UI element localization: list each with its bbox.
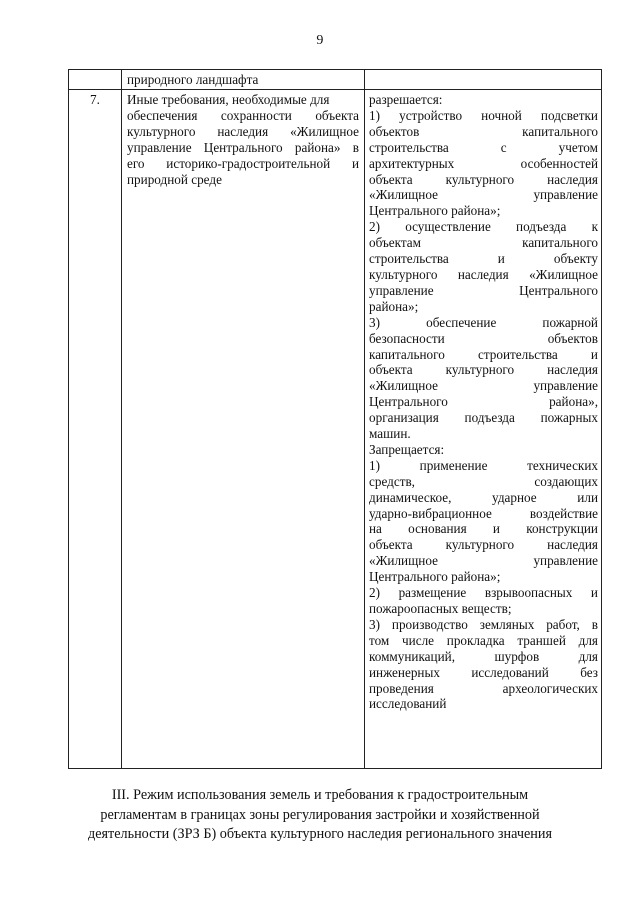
right-cell-line: том числе прокладка траншей для (369, 632, 598, 648)
right-cell-line: 3) производство земляных работ, в (369, 616, 598, 632)
row-number: 7. (90, 92, 100, 107)
right-cell-line: «Жилищное управление (369, 378, 598, 394)
top-row-left-cell (127, 72, 359, 88)
requirement-name-cell (127, 92, 359, 187)
left-cell-line: Иные требования, необходимые для (127, 92, 330, 107)
right-cell-line: Запрещается: (369, 441, 445, 457)
right-cell-line: объекта культурного наследия (369, 362, 598, 378)
right-cell-line: «Жилищное управление (369, 187, 598, 203)
right-cell-line: пожароопасных веществ; (369, 601, 512, 616)
right-cell-line: Центрального района»; (369, 203, 501, 219)
right-cell-line: разрешается: (369, 92, 443, 107)
right-cell-line: «Жилищное управление (369, 553, 598, 569)
column-divider-2 (364, 70, 365, 768)
right-cell-line: Центрального района», (369, 394, 598, 410)
right-cell-line: инженерных исследований без (369, 664, 598, 680)
requirements-table (68, 69, 602, 769)
right-cell-line: архитектурных особенностей (369, 155, 598, 171)
row-divider (69, 89, 601, 90)
section-heading-line: регламентам в границах зоны регулирования застройки и хозяйственной (100, 806, 540, 823)
right-cell-line: капитального строительства и (369, 346, 598, 362)
right-cell-line: культурного наследия «Жилищное (369, 266, 598, 282)
page-number: 9 (316, 33, 324, 48)
section-heading (70, 786, 570, 845)
left-cell-line: его историко-градостроительной и (127, 155, 359, 171)
right-cell-line: строительства и объекту (369, 251, 598, 267)
right-cell-line: 2) размещение взрывоопасных и (369, 585, 598, 601)
right-cell-line: на основания и конструкции (369, 521, 598, 537)
right-cell-line: ударно-вибрационное воздействие (369, 505, 598, 521)
left-cell-line: природной среде (127, 171, 222, 187)
right-cell-line: средств, создающих (369, 473, 598, 489)
left-cell-line: культурного наследия «Жилищное (127, 123, 359, 139)
right-cell-line: объекта культурного наследия (369, 171, 598, 187)
right-cell-line: организация подъезда пожарных (369, 410, 598, 426)
requirement-details-cell (369, 92, 598, 712)
right-cell-line: 1) применение технических (369, 457, 598, 473)
right-cell-line: коммуникаций, шурфов для (369, 648, 598, 664)
right-cell-line: Центрального района»; (369, 569, 501, 585)
right-cell-line: исследований (369, 696, 447, 712)
right-cell-line: динамическое, ударное или (369, 489, 598, 505)
left-cell-line: управление Центрального района» в (127, 139, 359, 155)
right-cell-line: проведения археологических (369, 680, 598, 696)
right-cell-line: машин. (369, 426, 411, 442)
column-divider-1 (121, 70, 122, 768)
right-cell-line: 2) осуществление подъезда к (369, 219, 598, 235)
section-heading-line: III. Режим использования земель и требования к градостроительным (111, 787, 529, 803)
right-cell-line: 3) обеспечение пожарной (369, 314, 598, 330)
section-heading-line: деятельности (ЗРЗ Б) объекта культурного наследия регионального значения (88, 826, 552, 842)
top-row-left-text: природного ландшафта (127, 72, 259, 87)
right-cell-line: управление Центрального (369, 282, 598, 298)
right-cell-line: объекта культурного наследия (369, 537, 598, 553)
right-cell-line: строительства с учетом (369, 139, 598, 155)
right-cell-line: района»; (369, 298, 419, 314)
right-cell-line: безопасности объектов (369, 330, 598, 346)
right-cell-line: 1) устройство ночной подсветки (369, 107, 598, 123)
right-cell-line: объектам капитального (369, 235, 598, 251)
right-cell-line: объектов капитального (369, 123, 598, 139)
left-cell-line: обеспечения сохранности объекта (127, 107, 359, 123)
